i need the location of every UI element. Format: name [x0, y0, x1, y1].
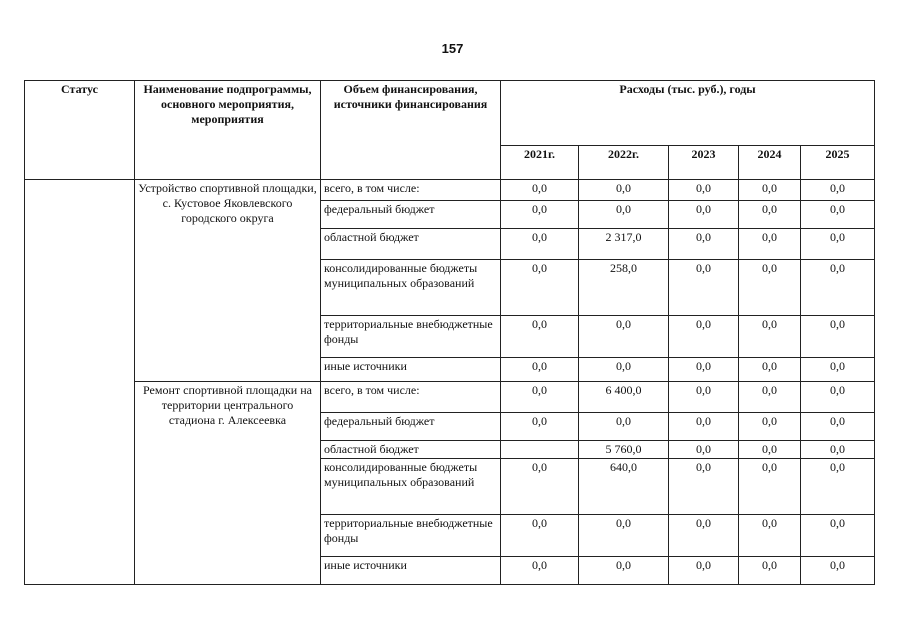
header-year-2022: 2022г. — [579, 146, 669, 180]
expense-value: 0,0 — [669, 260, 739, 316]
expense-value: 0,0 — [579, 358, 669, 382]
expense-value: 0,0 — [669, 557, 739, 585]
expense-value: 0,0 — [669, 229, 739, 260]
expense-value: 0,0 — [801, 260, 875, 316]
expense-value: 0,0 — [669, 413, 739, 441]
funding-source: иные источники — [321, 557, 501, 585]
header-year-2021: 2021г. — [501, 146, 579, 180]
expense-value: 0,0 — [739, 260, 801, 316]
status-cell — [25, 180, 135, 585]
expense-value: 0,0 — [801, 229, 875, 260]
expense-value: 6 400,0 — [579, 382, 669, 413]
expense-value: 0,0 — [739, 316, 801, 358]
header-expenses: Расходы (тыс. руб.), годы — [501, 81, 875, 146]
expense-value: 0,0 — [801, 459, 875, 515]
expense-value: 0,0 — [669, 358, 739, 382]
funding-source: всего, в том числе: — [321, 180, 501, 201]
expense-value: 258,0 — [579, 260, 669, 316]
expense-value: 0,0 — [501, 515, 579, 557]
expense-value: 0,0 — [501, 358, 579, 382]
funding-source: консолидированные бюджеты муниципальных образований — [321, 459, 501, 515]
expense-value: 640,0 — [579, 459, 669, 515]
header-year-2024: 2024 — [739, 146, 801, 180]
expense-value: 0,0 — [739, 201, 801, 229]
expense-value: 0,0 — [579, 180, 669, 201]
expense-value: 5 760,0 — [579, 441, 669, 459]
expense-value: 2 317,0 — [579, 229, 669, 260]
budget-table — [24, 80, 875, 585]
funding-source: областной бюджет — [321, 229, 501, 260]
expense-value: 0,0 — [579, 413, 669, 441]
expense-value: 0,0 — [669, 316, 739, 358]
expense-value: 0,0 — [801, 316, 875, 358]
expense-value: 0,0 — [669, 180, 739, 201]
expense-value: 0,0 — [739, 557, 801, 585]
header-year-2023: 2023 — [669, 146, 739, 180]
funding-source: федеральный бюджет — [321, 201, 501, 229]
expense-value: 0,0 — [669, 441, 739, 459]
expense-value: 0,0 — [801, 515, 875, 557]
funding-source: консолидированные бюджеты муниципальных образований — [321, 260, 501, 316]
page-number: 157 — [441, 41, 464, 56]
funding-source: всего, в том числе: — [321, 382, 501, 413]
funding-source: областной бюджет — [321, 441, 501, 459]
expense-value: 0,0 — [669, 382, 739, 413]
funding-source: федеральный бюджет — [321, 413, 501, 441]
table-row — [25, 382, 875, 413]
expense-value: 0,0 — [739, 441, 801, 459]
expense-value: 0,0 — [739, 358, 801, 382]
expense-value: 0,0 — [669, 515, 739, 557]
header-funding: Объем финансирования, источники финансирования — [321, 81, 501, 180]
table-body — [25, 180, 875, 585]
expense-value: 0,0 — [579, 316, 669, 358]
expense-value: 0,0 — [801, 382, 875, 413]
header-year-2025: 2025 — [801, 146, 875, 180]
expense-value: 0,0 — [739, 413, 801, 441]
funding-source: иные источники — [321, 358, 501, 382]
header-name: Наименование подпрограммы, основного мероприятия, мероприятия — [135, 81, 321, 180]
header-status: Статус — [25, 81, 135, 180]
expense-value: 0,0 — [801, 413, 875, 441]
expense-value: 0,0 — [801, 201, 875, 229]
expense-value: 0,0 — [579, 515, 669, 557]
expense-value: 0,0 — [501, 229, 579, 260]
expense-value: 0,0 — [501, 180, 579, 201]
expense-value: 0,0 — [739, 515, 801, 557]
expense-value: 0,0 — [739, 229, 801, 260]
expense-value: 0,0 — [501, 316, 579, 358]
expense-value: 0,0 — [739, 382, 801, 413]
funding-source: территориальные внебюджетные фонды — [321, 316, 501, 358]
activity-name: Устройство спортивной площадки, с. Кустовое Яковлевского городского округа — [135, 180, 321, 382]
expense-value: 0,0 — [501, 382, 579, 413]
table-row — [25, 180, 875, 201]
expense-value — [501, 441, 579, 459]
expense-value: 0,0 — [801, 557, 875, 585]
expense-value: 0,0 — [669, 201, 739, 229]
expense-value: 0,0 — [801, 358, 875, 382]
expense-value: 0,0 — [501, 459, 579, 515]
expense-value: 0,0 — [501, 201, 579, 229]
funding-source: территориальные внебюджетные фонды — [321, 515, 501, 557]
expense-value: 0,0 — [739, 180, 801, 201]
expense-value: 0,0 — [501, 260, 579, 316]
expense-value: 0,0 — [579, 201, 669, 229]
expense-value: 0,0 — [801, 180, 875, 201]
expense-value: 0,0 — [669, 459, 739, 515]
expense-value: 0,0 — [579, 557, 669, 585]
expense-value: 0,0 — [501, 557, 579, 585]
expense-value: 0,0 — [801, 441, 875, 459]
expense-value: 0,0 — [739, 459, 801, 515]
expense-value: 0,0 — [501, 413, 579, 441]
activity-name: Ремонт спортивной площадки на территории центрального стадиона г. Алексеевка — [135, 382, 321, 585]
